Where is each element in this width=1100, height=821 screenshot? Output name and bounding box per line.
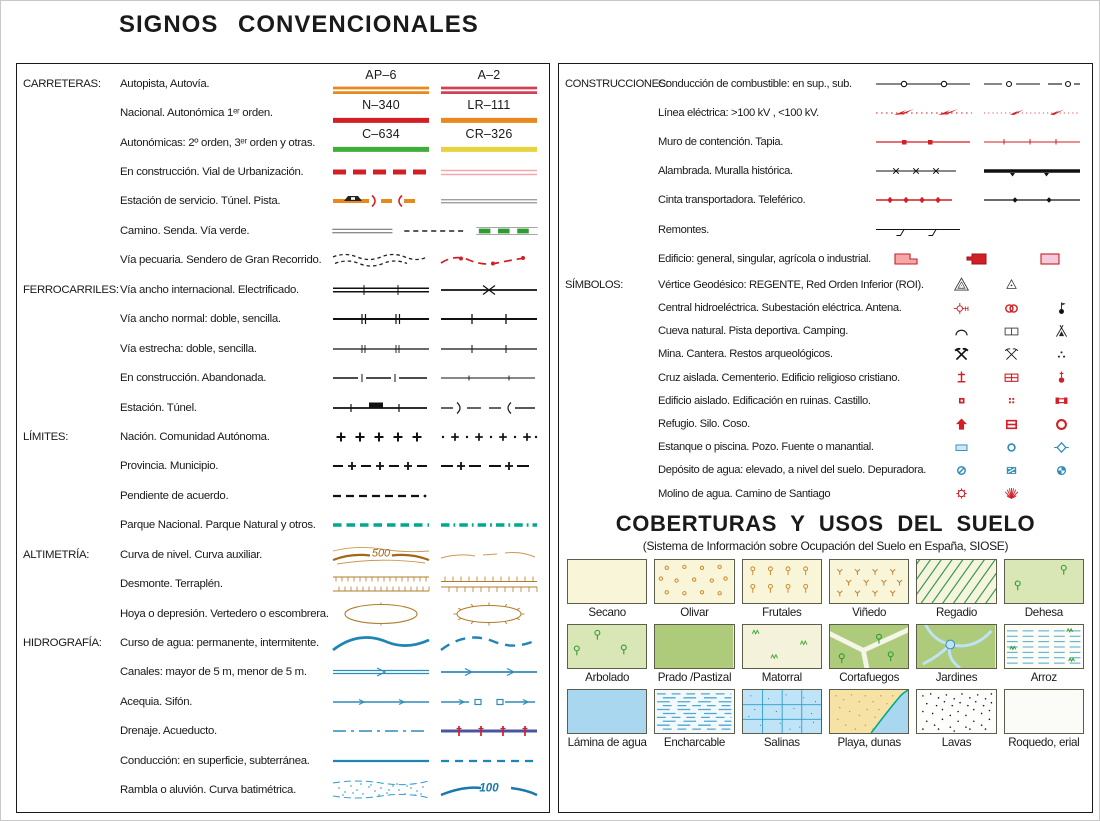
tile-arbolado: Arbolado <box>567 624 647 686</box>
secano-swatch-icon <box>568 560 646 603</box>
svg-text:H: H <box>963 306 969 313</box>
tile-encharcable: Encharcable <box>654 689 734 751</box>
national-park-line-icon <box>331 517 431 533</box>
tile-regadio: Regadio <box>916 559 996 621</box>
lavas-swatch-icon <box>917 690 995 733</box>
legend-row-alambrada <box>565 157 1086 186</box>
contour-elevation-label: 500 <box>371 547 391 560</box>
row-label: Línea eléctrica: >100 kV , <100 kV. <box>658 106 819 119</box>
road-shield-label: A–2 <box>477 68 501 83</box>
building-general-icon <box>893 250 919 267</box>
row-label: Autopista, Autovía. <box>120 77 210 90</box>
abandoned-rail-line-icon <box>439 370 539 386</box>
legend-row-refugio <box>565 412 1086 435</box>
aqueduct-line-icon <box>439 723 539 739</box>
legend-row-molino <box>565 482 1086 505</box>
bathymetric-depth-label: 100 <box>479 782 499 795</box>
row-label: Alambrada. Muralla histórica. <box>658 165 793 178</box>
road-construction-line-icon <box>331 164 431 180</box>
right-legend-panel <box>558 63 1093 813</box>
bullring-icon <box>1053 416 1070 433</box>
tile-jardines: Jardines <box>916 624 996 686</box>
watermill-icon <box>953 485 970 502</box>
row-label: Cinta transportadora. Teleférico. <box>658 194 806 207</box>
frutales-swatch-icon <box>743 560 821 603</box>
arbolado-swatch-icon <box>568 625 646 668</box>
mine-icon <box>953 346 970 363</box>
wire-fence-line-icon <box>874 163 974 179</box>
row-label: Acequia. Sifón. <box>120 695 193 708</box>
single-track-rail-line-icon <box>439 311 539 327</box>
legend-row-muro <box>565 127 1086 156</box>
tile-vinedo: Viñedo <box>829 559 909 621</box>
row-label: Desmonte. Terraplén. <box>120 578 223 591</box>
row-label: Refugio. Silo. Coso. <box>658 418 750 431</box>
depression-ellipse-icon <box>331 601 431 627</box>
tile-dehesa: Dehesa <box>1004 559 1084 621</box>
quarry-icon <box>1003 346 1020 363</box>
legend-row-hoya <box>23 599 543 628</box>
antenna-icon <box>1053 300 1070 317</box>
electrified-rail-line-icon <box>439 282 539 298</box>
power-line-low-icon <box>982 105 1082 121</box>
legend-row-conduccion-agua <box>23 746 543 775</box>
ski-lift-line-icon <box>874 222 974 238</box>
row-label: Conducción de combustible: en sup., sub. <box>658 77 852 90</box>
legend-row-estacion-tunel <box>23 393 543 422</box>
tile-frutales: Frutales <box>742 559 822 621</box>
intl-gauge-rail-line-icon <box>331 282 431 298</box>
legend-row-cueva <box>565 320 1086 343</box>
left-legend-panel <box>16 63 550 813</box>
trail-line-icon <box>403 223 467 239</box>
coberturas-subtitle: (Sistema de Información sobre Ocupación del Suelo en España, SIOSE) <box>642 539 1009 554</box>
symbol-3-orden <box>435 128 543 157</box>
legend-row-cinta <box>565 186 1086 215</box>
legend-row-curso-agua <box>23 628 543 657</box>
regadio-swatch-icon <box>917 560 995 603</box>
archaeology-icon <box>1053 346 1070 363</box>
legend-row-autonomicas <box>23 128 543 157</box>
row-label: Autonómicas: 2º orden, 3ᵉʳ orden y otras. <box>120 136 316 149</box>
row-label: Cueva natural. Pista deportiva. Camping. <box>658 325 848 338</box>
spring-icon <box>1053 439 1070 456</box>
auxiliary-contour-line-icon <box>439 545 539 565</box>
row-label: Nación. Comunidad Autónoma. <box>120 430 270 443</box>
tile-salinas: Salinas <box>742 689 822 751</box>
cable-car-line-icon <box>982 192 1082 208</box>
hydro-plant-icon <box>953 300 970 317</box>
row-label: Central hidroeléctrica. Subestación eléctrica. Antena. <box>658 302 902 315</box>
tile-cortafuegos: Cortafuegos <box>829 624 909 686</box>
vinedo-swatch-icon <box>830 560 908 603</box>
legend-row-rail-construccion <box>23 363 543 392</box>
row-label: Rambla o aluvión. Curva batimétrica. <box>120 784 296 797</box>
surface-pipe-line-icon <box>331 753 431 769</box>
municipality-boundary-line-icon <box>439 458 539 474</box>
narrow-double-rail-line-icon <box>331 341 431 357</box>
symbol-autopista <box>327 69 435 98</box>
row-label: Muro de contención. Tapia. <box>658 135 784 148</box>
symbol-nacional <box>327 99 435 128</box>
tile-matorral: Matorral <box>742 624 822 686</box>
siphon-line-icon <box>439 694 539 710</box>
legend-row-parque <box>23 511 543 540</box>
row-label: Edificio: general, singular, agrícola o industrial. <box>658 252 871 265</box>
roquedo-swatch-icon <box>1005 690 1083 733</box>
wash-gravel-band-icon <box>331 779 431 801</box>
roi-vertex-icon <box>1003 276 1020 293</box>
row-label: Vértice Geodésico: REGENTE, Red Orden Inferior (ROI). <box>658 278 924 291</box>
silo-icon <box>1003 416 1020 433</box>
wall-line-icon <box>982 134 1082 150</box>
tile-lavas: Lavas <box>916 689 996 751</box>
well-icon <box>1003 439 1020 456</box>
retaining-wall-line-icon <box>874 134 974 150</box>
geodetic-vertex-icon <box>953 276 970 293</box>
rail-tunnel-line-icon <box>439 400 539 416</box>
historic-wall-line-icon <box>982 163 1082 179</box>
row-label: Vía ancho internacional. Electrificado. <box>120 283 299 296</box>
fuel-pipe-underground-line-icon <box>982 76 1082 92</box>
tile-olivar: Olivar <box>654 559 734 621</box>
secondary-road-line-icon <box>331 141 431 157</box>
encharcable-swatch-icon <box>655 690 733 733</box>
olivar-swatch-icon <box>655 560 733 603</box>
legend-row-curva-nivel <box>23 540 543 569</box>
rail-station-line-icon <box>331 400 431 416</box>
province-boundary-line-icon <box>331 458 431 474</box>
regional-road-line-icon <box>439 112 539 128</box>
row-label: Parque Nacional. Parque Natural y otros. <box>120 519 316 532</box>
row-label: Drenaje. Acueducto. <box>120 725 217 738</box>
water-tank-icon <box>1003 462 1020 479</box>
landfill-ellipse-icon <box>439 601 539 627</box>
page-title: SIGNOS CONVENCIONALES <box>119 11 479 38</box>
cortafuegos-swatch-icon <box>830 625 908 668</box>
treatment-plant-icon <box>1053 462 1070 479</box>
tile-roquedo: Roquedo, erial <box>1004 689 1084 751</box>
livestock-track-line-icon <box>331 252 431 268</box>
path-line-icon <box>331 223 395 239</box>
legend-row-desmonte <box>23 569 543 598</box>
building-singular-icon <box>965 250 991 267</box>
row-label: En construcción. Vial de Urbanización. <box>120 166 304 179</box>
scallop-shell-icon <box>1003 485 1020 502</box>
water-tower-icon <box>953 462 970 479</box>
building-agricultural-icon <box>1037 250 1063 267</box>
road-shield-label: N–340 <box>362 97 400 112</box>
category-simbolos: SÍMBOLOS: <box>565 278 623 291</box>
row-label: Pendiente de acuerdo. <box>120 489 229 502</box>
church-icon <box>1053 369 1070 386</box>
row-label: Depósito de agua: elevado, a nivel del suelo. Depuradora. <box>658 464 927 477</box>
national-boundary-line-icon <box>331 429 431 445</box>
narrow-single-rail-line-icon <box>439 341 539 357</box>
legend-row-linea-electrica <box>565 98 1086 127</box>
row-label: Nacional. Autonómica 1ᵉʳ orden. <box>120 107 273 120</box>
conveyor-line-icon <box>874 192 974 208</box>
dehesa-swatch-icon <box>1005 560 1083 603</box>
dual-carriageway-line-icon <box>439 82 539 98</box>
sports-field-icon <box>1003 323 1020 340</box>
double-track-rail-line-icon <box>331 311 431 327</box>
category-limites: LÍMITES: <box>23 430 69 443</box>
irrigation-ditch-line-icon <box>331 694 431 710</box>
jardines-swatch-icon <box>917 625 995 668</box>
legend-row-mina <box>565 343 1086 366</box>
salinas-swatch-icon <box>743 690 821 733</box>
legend-row-deposito <box>565 459 1086 482</box>
row-label: Estación. Túnel. <box>120 401 197 414</box>
national-road-line-icon <box>331 112 431 128</box>
row-label: Hoya o depresión. Vertedero o escombrera. <box>120 607 329 620</box>
region-boundary-line-icon <box>439 429 539 445</box>
cave-icon <box>953 323 970 340</box>
castle-icon <box>1053 392 1070 409</box>
legend-row-edif-aislado <box>565 389 1086 412</box>
substation-icon <box>1003 300 1020 317</box>
row-label: Canales: mayor de 5 m, menor de 5 m. <box>120 666 307 679</box>
cemetery-icon <box>1003 369 1020 386</box>
symbol-autonomica-1 <box>435 99 543 128</box>
coberturas-title: COBERTURAS Y USOS DEL SUELO <box>615 511 1036 537</box>
legend-row-nacional <box>23 98 543 127</box>
ruins-icon <box>1003 392 1020 409</box>
legend-row-drenaje <box>23 717 543 746</box>
legend-row-provincia <box>23 452 543 481</box>
category-carreteras: CARRETERAS: <box>23 77 101 90</box>
category-construcciones: CONSTRUCCIONES: <box>565 77 669 90</box>
legend-row-via-estrecha <box>23 334 543 363</box>
road-shield-label: AP–6 <box>365 68 397 83</box>
drainage-line-icon <box>331 723 431 739</box>
row-label: Estanque o piscina. Pozo. Fuente o manantial. <box>658 441 874 454</box>
tile-prado: Prado /Pastizal <box>654 624 734 686</box>
road-shield-label: CR–326 <box>465 127 513 142</box>
category-ferrocarriles: FERROCARRILES: <box>23 283 119 296</box>
cutting-hatch-icon <box>331 573 431 595</box>
greenway-line-icon <box>475 223 539 239</box>
tile-secano: Secano <box>567 559 647 621</box>
road-shield-label: LR–111 <box>467 97 511 112</box>
row-label: Camino. Senda. Vía verde. <box>120 224 250 237</box>
row-label: Edificio aislado. Edificación en ruinas. Castillo. <box>658 394 871 407</box>
row-label: Vía pecuaria. Sendero de Gran Recorrido. <box>120 254 322 267</box>
legend-row-construccion-vial <box>23 157 543 186</box>
underground-pipe-line-icon <box>439 753 539 769</box>
legend-row-estanque <box>565 436 1086 459</box>
legend-row-rambla <box>23 776 543 805</box>
legend-row-estacion-servicio <box>23 187 543 216</box>
pond-icon <box>953 439 970 456</box>
legend-row-combustible <box>565 69 1086 98</box>
legend-row-edificio <box>565 244 1086 273</box>
lamina-swatch-icon <box>568 690 646 733</box>
legend-row-canales <box>23 658 543 687</box>
landuse-grid <box>565 553 1086 751</box>
rail-construction-line-icon <box>331 370 431 386</box>
fuel-pipe-surface-line-icon <box>874 76 974 92</box>
legend-row-autopista <box>23 69 543 98</box>
legend-row-remontes <box>565 215 1086 244</box>
service-station-tunnel-icon <box>331 193 431 209</box>
row-label: Cruz aislada. Cementerio. Edificio religioso cristiano. <box>658 371 900 384</box>
row-label: Curva de nivel. Curva auxiliar. <box>120 548 263 561</box>
legend-row-cruz <box>565 366 1086 389</box>
intermittent-stream-line-icon <box>439 633 539 653</box>
isolated-building-icon <box>953 392 970 409</box>
urban-road-line-icon <box>439 164 539 180</box>
legend-row-central <box>565 297 1086 320</box>
matorral-swatch-icon <box>743 625 821 668</box>
row-label: En construcción. Abandonada. <box>120 372 267 385</box>
legend-row-pendiente <box>23 481 543 510</box>
camping-icon <box>1053 323 1070 340</box>
major-canal-line-icon <box>331 664 431 680</box>
legend-row-nacion <box>23 422 543 451</box>
symbol-autovia <box>435 69 543 98</box>
prado-swatch-icon <box>655 625 733 668</box>
row-label: Conducción: en superficie, subterránea. <box>120 754 310 767</box>
legend-row-via-normal <box>23 305 543 334</box>
row-label: Vía ancho normal: doble, sencilla. <box>120 313 281 326</box>
row-label: Molino de agua. Camino de Santiago <box>658 487 831 500</box>
embankment-hatch-icon <box>439 573 539 595</box>
row-label: Curso de agua: permanente, intermitente. <box>120 637 319 650</box>
tile-playa: Playa, dunas <box>829 689 909 751</box>
row-label: Estación de servicio. Túnel. Pista. <box>120 195 281 208</box>
tile-lamina: Lámina de agua <box>567 689 647 751</box>
motorway-line-icon <box>331 82 431 98</box>
row-label: Provincia. Municipio. <box>120 460 219 473</box>
symbol-2-orden <box>327 128 435 157</box>
isolated-cross-icon <box>953 369 970 386</box>
refuge-icon <box>953 416 970 433</box>
tile-arroz: Arroz <box>1004 624 1084 686</box>
row-label: Remontes. <box>658 223 709 236</box>
power-line-high-icon <box>874 105 974 121</box>
legend-row-camino <box>23 216 543 245</box>
playa-swatch-icon <box>830 690 908 733</box>
permanent-stream-line-icon <box>331 633 431 653</box>
legend-row-vertice <box>565 273 1086 296</box>
road-shield-label: C–634 <box>362 127 400 142</box>
tertiary-road-line-icon <box>439 141 539 157</box>
row-label: Mina. Cantera. Restos arqueológicos. <box>658 348 833 361</box>
category-altimetria: ALTIMETRÍA: <box>23 548 90 561</box>
minor-canal-line-icon <box>439 664 539 680</box>
pending-boundary-line-icon <box>331 488 431 504</box>
legend-row-acequia <box>23 687 543 716</box>
category-hidrografia: HIDROGRAFÍA: <box>23 637 102 650</box>
row-label: Vía estrecha: doble, sencilla. <box>120 342 257 355</box>
natural-park-line-icon <box>439 517 539 533</box>
track-line-icon <box>439 193 539 209</box>
legend-row-pecuaria <box>23 246 543 275</box>
arroz-swatch-icon <box>1005 625 1083 668</box>
long-distance-trail-line-icon <box>439 252 539 268</box>
legend-row-via-intl <box>23 275 543 304</box>
